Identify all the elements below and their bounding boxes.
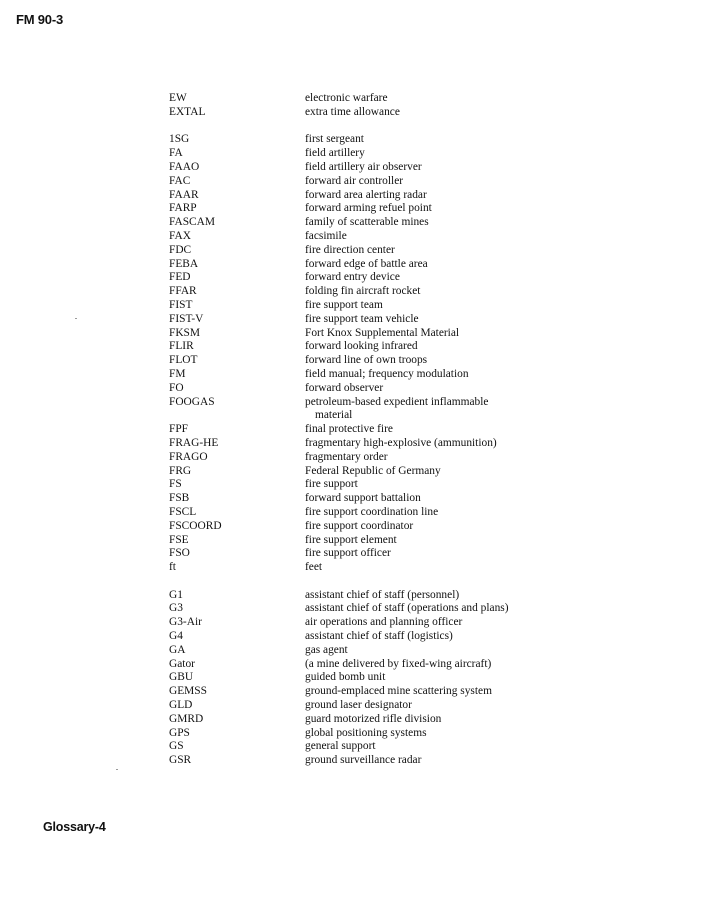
glossary-term: FSO bbox=[169, 547, 190, 560]
glossary-definition: fire support coordination line bbox=[305, 505, 439, 518]
glossary-term: G4 bbox=[169, 630, 183, 643]
glossary-definition: forward support battalion bbox=[305, 492, 421, 505]
glossary-term: FAC bbox=[169, 174, 191, 187]
glossary-entry bbox=[169, 561, 529, 575]
glossary-definition: fire support coordinator bbox=[305, 519, 414, 532]
glossary-entry bbox=[169, 685, 529, 699]
glossary-definition: gas agent bbox=[305, 643, 348, 656]
glossary-definition: field artillery bbox=[305, 147, 365, 160]
glossary-entry bbox=[169, 699, 529, 713]
glossary-term: GMRD bbox=[169, 712, 204, 725]
glossary-definition: global positioning systems bbox=[305, 726, 427, 739]
glossary-term: FPF bbox=[169, 423, 189, 436]
glossary-definition: fire support officer bbox=[305, 547, 391, 560]
glossary-term: FEBA bbox=[169, 257, 199, 270]
glossary-group bbox=[169, 92, 529, 120]
glossary-definition: guided bomb unit bbox=[305, 671, 386, 684]
glossary-entry bbox=[169, 258, 529, 272]
glossary-entry bbox=[169, 216, 529, 230]
glossary-definition: forward area alerting radar bbox=[305, 188, 427, 201]
glossary-entry bbox=[169, 423, 529, 437]
glossary-entry bbox=[169, 299, 529, 313]
glossary-entry bbox=[169, 382, 529, 396]
glossary-term: FLOT bbox=[169, 354, 198, 367]
page-footer: Glossary-4 bbox=[43, 820, 106, 834]
glossary-entry bbox=[169, 506, 529, 520]
glossary-entry bbox=[169, 354, 529, 368]
glossary-definition: first sergeant bbox=[305, 133, 364, 146]
glossary-definition: family of scatterable mines bbox=[305, 216, 429, 229]
glossary-definition: forward edge of battle area bbox=[305, 257, 428, 270]
glossary-definition: extra time allowance bbox=[305, 105, 400, 118]
glossary-term: FIST-V bbox=[169, 312, 204, 325]
glossary-term: FM bbox=[169, 367, 186, 380]
glossary-entry bbox=[169, 202, 529, 216]
glossary-entry bbox=[169, 271, 529, 285]
glossary-term: FED bbox=[169, 271, 191, 284]
glossary-term: FRG bbox=[169, 464, 192, 477]
glossary-entry bbox=[169, 340, 529, 354]
glossary-definition: ground surveillance radar bbox=[305, 754, 422, 767]
glossary-entry bbox=[169, 396, 529, 424]
glossary-entry bbox=[169, 161, 529, 175]
glossary-entry bbox=[169, 492, 529, 506]
scan-speck bbox=[75, 318, 77, 319]
glossary-definition: assistant chief of staff (personnel) bbox=[305, 588, 460, 601]
glossary-entry bbox=[169, 589, 529, 603]
glossary-term: FSCOORD bbox=[169, 519, 222, 532]
glossary-definition: fragmentary high-explosive (ammunition) bbox=[305, 436, 497, 449]
glossary-definition: field manual; frequency modulation bbox=[305, 367, 469, 380]
glossary-entry bbox=[169, 92, 529, 106]
glossary-entry bbox=[169, 465, 529, 479]
glossary-term: GPS bbox=[169, 726, 190, 739]
glossary-term: FS bbox=[169, 478, 182, 491]
glossary-term: FAX bbox=[169, 229, 191, 242]
glossary-entry bbox=[169, 727, 529, 741]
glossary-term: FSB bbox=[169, 492, 190, 505]
glossary-entry bbox=[169, 451, 529, 465]
glossary-definition: forward entry device bbox=[305, 271, 400, 284]
glossary-entry bbox=[169, 244, 529, 258]
glossary-definition: final protective fire bbox=[305, 423, 393, 436]
glossary-group bbox=[169, 133, 529, 575]
glossary-definition: fire support element bbox=[305, 533, 397, 546]
glossary-term: FFAR bbox=[169, 285, 197, 298]
glossary-term: FSE bbox=[169, 533, 189, 546]
glossary-entry bbox=[169, 671, 529, 685]
glossary-definition: fire support bbox=[305, 478, 358, 491]
glossary-term: FO bbox=[169, 381, 184, 394]
glossary-entry bbox=[169, 754, 529, 768]
glossary-definition: fire support team vehicle bbox=[305, 312, 419, 325]
glossary-entry bbox=[169, 602, 529, 616]
glossary-term: EW bbox=[169, 92, 187, 104]
glossary-term: FKSM bbox=[169, 326, 201, 339]
glossary-definition: field artillery air observer bbox=[305, 160, 422, 173]
glossary-definition: guard motorized rifle division bbox=[305, 712, 442, 725]
glossary-term: GEMSS bbox=[169, 685, 207, 698]
glossary-definition: general support bbox=[305, 740, 376, 753]
glossary-term: FARP bbox=[169, 202, 197, 215]
glossary-entry bbox=[169, 147, 529, 161]
glossary-group bbox=[169, 589, 529, 768]
glossary-term: G3-Air bbox=[169, 616, 202, 629]
glossary-definition: (a mine delivered by fixed-wing aircraft) bbox=[305, 657, 492, 670]
glossary-definition: Federal Republic of Germany bbox=[305, 464, 441, 477]
glossary-term: GLD bbox=[169, 699, 193, 712]
glossary-term: FSCL bbox=[169, 505, 197, 518]
glossary-definition: assistant chief of staff (logistics) bbox=[305, 630, 453, 643]
glossary-term: FASCAM bbox=[169, 216, 216, 229]
glossary-definition: assistant chief of staff (operations and plans) bbox=[305, 602, 509, 615]
glossary-term: FOOGAS bbox=[169, 395, 215, 408]
glossary-term: Gator bbox=[169, 657, 195, 670]
glossary-entry bbox=[169, 616, 529, 630]
glossary-term: 1SG bbox=[169, 133, 190, 146]
glossary-definition: ground laser designator bbox=[305, 699, 412, 712]
glossary-definition: ground-emplaced mine scattering system bbox=[305, 685, 492, 698]
glossary-entry bbox=[169, 133, 529, 147]
glossary-term: FLIR bbox=[169, 340, 194, 353]
glossary-definition: facsimile bbox=[305, 229, 347, 242]
glossary-term: G1 bbox=[169, 588, 183, 601]
glossary-entry bbox=[169, 327, 529, 341]
glossary-entry bbox=[169, 520, 529, 534]
glossary-entry bbox=[169, 658, 529, 672]
glossary-entry bbox=[169, 285, 529, 299]
glossary-definition: forward air controller bbox=[305, 174, 404, 187]
glossary-term: ft bbox=[169, 561, 176, 574]
glossary-definition: fragmentary order bbox=[305, 450, 388, 463]
glossary-definition: air operations and planning officer bbox=[305, 616, 463, 629]
glossary-definition: folding fin aircraft rocket bbox=[305, 285, 421, 298]
scan-speck bbox=[116, 769, 118, 770]
glossary-entry bbox=[169, 644, 529, 658]
glossary-definition: forward arming refuel point bbox=[305, 202, 432, 215]
glossary-entry bbox=[169, 230, 529, 244]
glossary-definition: electronic warfare bbox=[305, 92, 388, 104]
glossary-definition: forward line of own troops bbox=[305, 354, 428, 367]
glossary-entry bbox=[169, 437, 529, 451]
glossary-term: EXTAL bbox=[169, 105, 206, 118]
glossary-term: FRAG-HE bbox=[169, 436, 219, 449]
glossary-term: GBU bbox=[169, 671, 194, 684]
glossary-entry bbox=[169, 630, 529, 644]
glossary-entry bbox=[169, 189, 529, 203]
glossary-entry bbox=[169, 534, 529, 548]
glossary-entry bbox=[169, 106, 529, 120]
glossary-entry bbox=[169, 313, 529, 327]
glossary-term: FAAO bbox=[169, 160, 200, 173]
glossary-definition: fire support team bbox=[305, 298, 383, 311]
glossary-entry bbox=[169, 740, 529, 754]
glossary-definition: Fort Knox Supplemental Material bbox=[305, 326, 460, 339]
glossary-definition: forward looking infrared bbox=[305, 340, 418, 353]
glossary-definition: forward observer bbox=[305, 381, 384, 394]
glossary-term: FRAGO bbox=[169, 450, 208, 463]
glossary-term: G3 bbox=[169, 602, 183, 615]
glossary-term: FA bbox=[169, 147, 183, 160]
glossary-definition: petroleum-based expedient inflammable material bbox=[305, 395, 489, 422]
running-header: FM 90-3 bbox=[16, 12, 64, 27]
glossary-entry bbox=[169, 175, 529, 189]
glossary-entry bbox=[169, 478, 529, 492]
glossary-definition: feet bbox=[305, 561, 323, 574]
glossary-entry bbox=[169, 713, 529, 727]
glossary-term: FIST bbox=[169, 298, 193, 311]
glossary-term: GS bbox=[169, 740, 184, 753]
glossary-entry bbox=[169, 368, 529, 382]
glossary-definition: fire direction center bbox=[305, 243, 395, 256]
glossary-term: FDC bbox=[169, 243, 192, 256]
glossary-term: GSR bbox=[169, 754, 192, 767]
glossary-entry bbox=[169, 547, 529, 561]
glossary-term: FAAR bbox=[169, 188, 199, 201]
glossary-list bbox=[169, 92, 529, 768]
glossary-term: GA bbox=[169, 643, 186, 656]
